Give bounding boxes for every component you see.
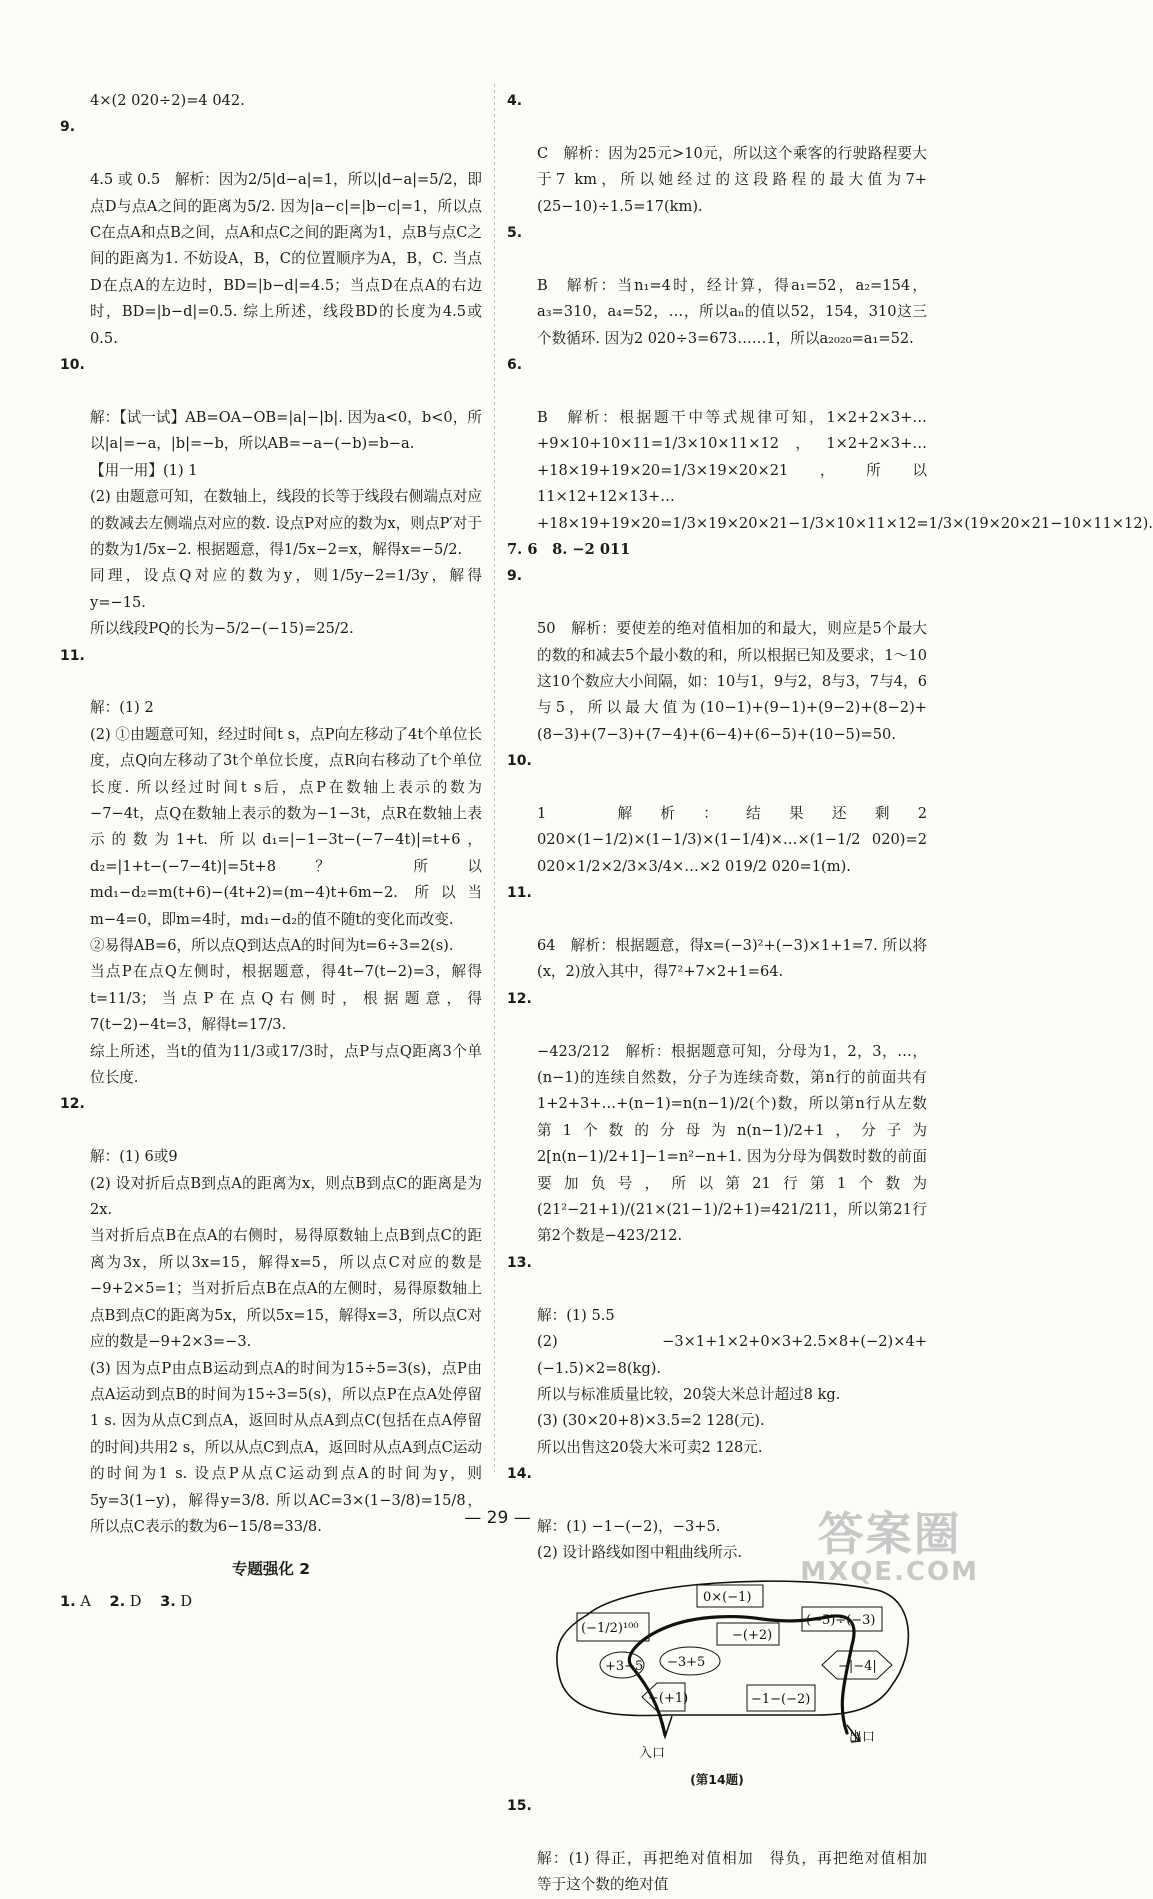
question-number: 2.: [109, 1592, 126, 1610]
answer-10: [507, 748, 927, 880]
figure-caption: (第14题): [690, 1771, 744, 1787]
answer-9: [507, 563, 927, 748]
answer-text: 解：【试一试】AB=OA−OB=|a|−|b|. 因为a<0，b<0，所以|a|=−a，|b|=−b，所以AB=−a−(−b)=b−a. 【用一用】(1) 1 (2) 由题意可知，在数轴上，线段的长等于线段右侧端点对应的数减去左侧端点对应的数. 设点P对应的数为x，则点P′对于的数为1/5x−2. 根据题意，得1/5x−2=x，解得x=−5/2. 同理，设点Q对应的数为y，则1/5y−2=1/3y，解得y=−15. 所以线段PQ的长为−5/2−(−15)=25/2.: [90, 408, 482, 638]
answer-10: [60, 352, 482, 642]
question-number: 4.: [507, 93, 523, 109]
answer-choice: A: [80, 1592, 91, 1610]
question-number: 1.: [60, 1592, 76, 1610]
label-plus3-minus5: +3−5: [605, 1658, 644, 1674]
answer-12: [60, 1091, 482, 1540]
label-neg5-div-neg3: (−5)÷(−3): [806, 1612, 876, 1628]
label-neg-half-power: (−1/2)¹⁰⁰: [581, 1620, 639, 1636]
question-number: 3.: [160, 1592, 176, 1610]
question-number: 6.: [507, 357, 523, 374]
answer-15: [507, 1793, 942, 1899]
answer-6: [507, 352, 1153, 537]
answer-choice: D: [129, 1592, 142, 1610]
answer-text: 解：(1) 得正，再把绝对值相加 得负，再把绝对值相加 等于这个数的绝对值: [537, 1849, 942, 1894]
answer-text: 50 解析：要使差的绝对值相加的和最大，则应是5个最大的数的和减去5个最小数的和，所以根据已知及要求，1～10这10个数应大小间隔，如：10与1，9与2，8与3，7与4，6与5，所以最大值为(10−1)+(9−1)+(9−2)+(8−2)+(8−3)+(7−3)+(7−4)+(6−4)+(6−5)+(10−5)=50.: [537, 620, 927, 743]
question-number: 5.: [507, 225, 523, 242]
answer-5: [507, 220, 927, 352]
answer-9: [60, 114, 482, 352]
answer-11: [60, 643, 482, 1092]
label-0-times-neg1: 0×(−1): [703, 1589, 752, 1605]
question-number: 9.: [60, 119, 76, 136]
question-number: 10.: [507, 753, 532, 770]
exit-label: 出口: [849, 1729, 876, 1745]
question-number: 11.: [507, 885, 532, 902]
route-diagram: [547, 1575, 922, 1763]
label-neg-abs-neg4: −|−4|: [838, 1658, 877, 1674]
section-answers: [60, 1589, 482, 1615]
route-diagram-svg: [547, 1575, 922, 1745]
answer-text: 64 解析：根据题意，得x=(−3)²+(−3)×1+1=7. 所以将(x，2)放入其中，得7²+7×2+1=64.: [537, 937, 927, 981]
question-number: 12.: [507, 990, 532, 1007]
watermark-url: MXQE.COM: [800, 1557, 979, 1587]
question-number: 9.: [507, 568, 523, 585]
question-number: 11.: [60, 647, 85, 664]
question-number: 13.: [507, 1254, 532, 1271]
answer-text: B 解析：根据题干中等式规律可知，1×2+2×3+…+9×10+10×11=1/3×10×11×12，1×2+2×3+…+18×19+19×20=1/3×19×20×21，所以11×12+12×13+…+18×19+19×20=1/3×19×20×21−1/3×10×11×12=1/3×(19×20×21−10×11×12).: [537, 408, 1153, 532]
answer-choice: D: [180, 1592, 193, 1610]
answer-text: C 解析：因为25元>10元，所以这个乘客的行驶路程要大于7 km，所以她经过的这段路程的最大值为7+(25−10)÷1.5=17(km).: [537, 144, 927, 215]
answer-text: 解：(1) 2 (2) ①由题意可知，经过时间t s，点P向左移动了4t个单位长度，点Q向左移动了3t个单位长度，点R向右移动了t个单位长度. 所以经过时间t s后，点P在数轴上表示的数为−7−4t，点Q在数轴上表示的数为−1−3t，点R在数轴上表示的数为1+t. 所以d₁=|−1−3t−(−7−4t)|=t+6，d₂=|1+t−(−7−4t)|=5t+8？ 所以md₁−d₂=m(t+6)−(4t+2)=(m−4)t+6m−2. 所以当m−4=0，即m=4时，md₁−d₂的值不随t的变化而改变. ②易得AB=6，所以点Q到达点A的时间为t=6÷3=2(s). 当点P在点Q左侧时，根据题意，得4t−7(t−2)=3，解得t=11/3；当点P在点Q右侧时，根据题意，得7(t−2)−4t=3，解得t=17/3. 综上所述，当t的值为11/3或17/3时，点P与点Q距离3个单位长度.: [90, 699, 482, 1087]
answers-7-8: 7. 6 8. −2 011: [507, 540, 631, 558]
answer-text: 4.5 或 0.5 解析：因为2/5|d−a|=1，所以|d−a|=5/2，即点D与点A之间的距离为5/2. 因为|a−c|=|b−c|=1，所以点C在点A和点B之间，点A和点C之间的距离为1，点B与点C之间的距离为1. 不妨设A，B，C的位置顺序为A，B，C. 当点D在点A的左边时，BD=|b−d|=4.5；当点D在点A的右边时，BD=|b−d|=0.5. 综上所述，线段BD的长度为4.5或0.5.: [90, 171, 482, 347]
question-number: 14.: [507, 1466, 532, 1483]
label-neg-plus1: −(+1): [648, 1690, 689, 1706]
column-divider: [494, 84, 495, 1472]
answer-text: B 解析：当n₁=4时，经计算，得a₁=52，a₂=154，a₃=310，a₄=52，…，所以aₙ的值以52，154，310这三个数循环. 因为2 020÷3=673……1，所以a₂₀₂₀=a₁=52.: [537, 276, 927, 347]
answer-text: 1 解析：结果还剩2 020×(1−1/2)×(1−1/3)×(1−1/4)×…×(1−1/2 020)=2 020×1/2×2/3×3/4×…×2 019/2 020=1(m).: [537, 804, 927, 875]
site-watermark: [800, 1507, 979, 1587]
entrance-label: 入口: [639, 1745, 666, 1761]
answer-text: −423/212 解析：根据题意可知，分母为1，2，3，…，(n−1)的连续自然数，分子为连续奇数，第n行的前面共有1+2+3+…+(n−1)=n(n−1)/2(个)数，所以第n行从左数第1个数的分母为n(n−1)/2+1，分子为2[n(n−1)/2+1]−1=n²−n+1. 因为分母为偶数时数的前面要加负号，所以第21行第1个数为(21²−21+1)/(21×(21−1)/2+1)=421/211，所以第21行第2个数是−423/212.: [537, 1042, 927, 1245]
question-number: 15.: [507, 1798, 532, 1815]
intro-line: 4×(2 020÷2)=4 042.: [90, 92, 245, 109]
question-number: 12.: [60, 1096, 85, 1113]
question-number: 10.: [60, 357, 85, 374]
label-neg-plus2: −(+2): [732, 1627, 773, 1643]
right-column: [507, 88, 1153, 1899]
answer-text: 解：(1) 5.5 (2) −3×1+1×2+0×3+2.5×8+(−2)×4+(−1.5)×2=8(kg). 所以与标准质量比较，20袋大米总计超过8 kg. (3) (30×20+8)×3.5=2 128(元). 所以出售这20袋大米可卖2 128元.: [537, 1306, 927, 1456]
label-neg1-minus-neg2: −1−(−2): [751, 1691, 811, 1707]
answer-11: [507, 880, 927, 986]
watermark-logo: 答案圈: [817, 1507, 962, 1561]
page-number: — 29 —: [464, 1508, 531, 1528]
answer-text: 解：(1) −1−(−2)，−3+5. (2) 设计路线如图中粗曲线所示.: [537, 1517, 743, 1562]
answer-13: [507, 1250, 927, 1461]
answer-12: [507, 986, 927, 1250]
left-column: [60, 88, 482, 1615]
answer-text: 解：(1) 6或9 (2) 设对折后点B到点A的距离为x，则点B到点C的距离是为2x. 当对折后点B在点A的右侧时，易得原数轴上点B到点C的距离为3x，所以3x=15，解得x=5，所以点C对应的数是−9+2×5=1；当对折后点B在点A的左侧时，易得原数轴上点B到点C的距离为5x，所以5x=15，解得x=3，所以点C对应的数是−9+2×3=−3. (3) 因为点P由点B运动到点A的时间为15÷5=3(s)，点P由点A运动到点B的时间为15÷3=5(s)，所以点P在点A处停留1 s. 因为从点C到点A，返回时从点A到点C(包括在点A停留的时间)共用2 s，所以从点C到点A，返回时从点A到点C运动的时间为1 s. 设点P从点C运动到点A的时间为y，则5y=3(1−y)，解得y=3/8. 所以AC=3×(1−3/8)=15/8，所以点C表示的数为6−15/8=33/8.: [90, 1148, 482, 1535]
section-title: 专题强化 2: [231, 1560, 311, 1579]
label-neg3-plus5: −3+5: [667, 1654, 706, 1670]
answer-4: [507, 88, 927, 220]
